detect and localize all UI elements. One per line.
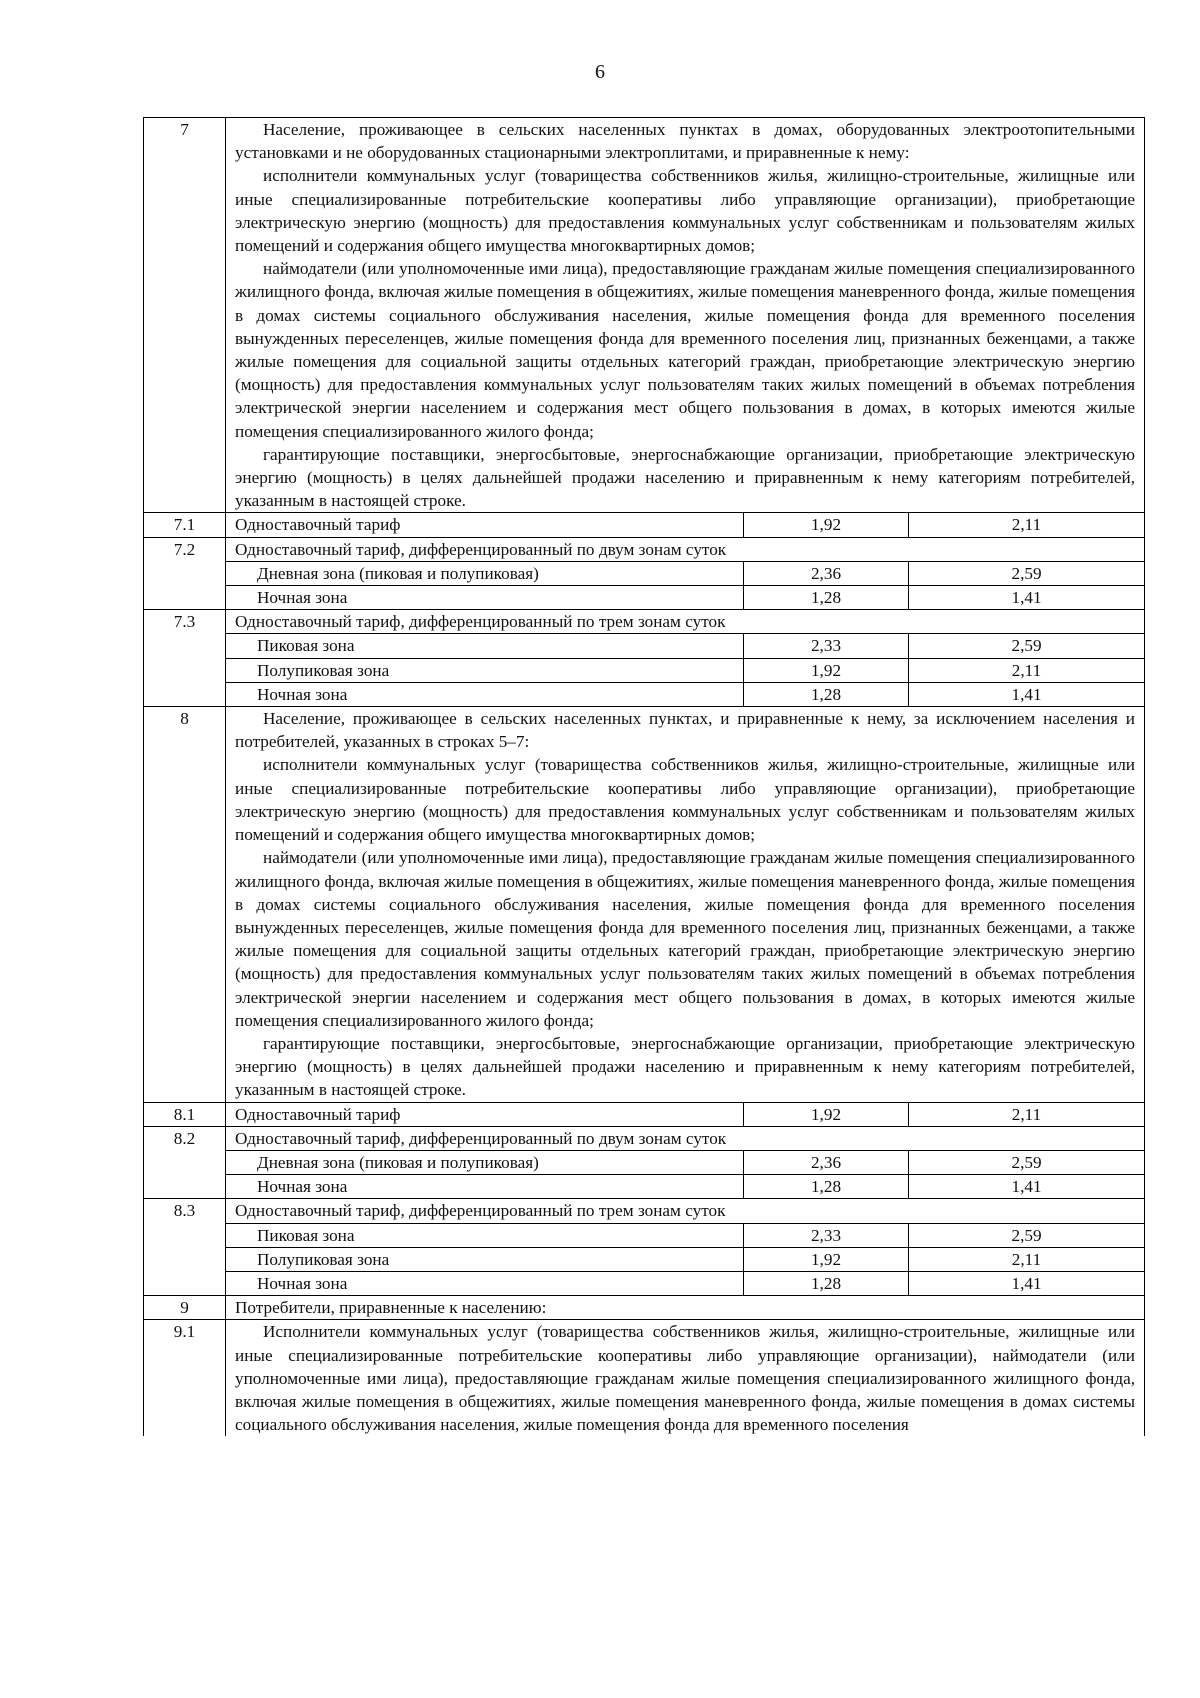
tariff-label: Одноставочный тариф, дифференцированный по двум зонам суток xyxy=(226,1126,1145,1150)
paragraph: гарантирующие поставщики, энергосбытовые, энергоснабжающие организации, приобретающие электрическую энергию (мощность) в целях дальнейшей продажи населению и приравненным к нему категориям потребителей, указанным в настоящей строке. xyxy=(235,444,1136,511)
tariff-label: Одноставочный тариф, дифференцированный по трем зонам суток xyxy=(226,1199,1145,1223)
tariff-value-2: 2,11 xyxy=(909,658,1145,682)
zone-label: Дневная зона (пиковая и полупиковая) xyxy=(226,1150,744,1174)
table-row-8-3 xyxy=(144,1199,1145,1223)
tariff-value-1: 2,33 xyxy=(744,634,909,658)
tariff-value-1: 1,92 xyxy=(744,1247,909,1271)
paragraph: Население, проживающее в сельских населенных пунктах в домах, оборудованных электроотопительными установками и не оборудованных стационарными электроплитами, и приравненные к нему: xyxy=(235,120,1136,163)
zone-label: Дневная зона (пиковая и полупиковая) xyxy=(226,561,744,585)
row-number: 8 xyxy=(144,707,226,1102)
zone-row xyxy=(144,586,1145,610)
row-description: Потребители, приравненные к населению: xyxy=(226,1296,1145,1320)
table-row-8 xyxy=(144,707,1145,1102)
paragraph: Население, проживающее в сельских населенных пунктах, и приравненные к нему, за исключением населения и потребителей, указанных в строках 5–7: xyxy=(235,709,1136,752)
zone-label: Пиковая зона xyxy=(226,1223,744,1247)
zone-row xyxy=(144,1175,1145,1199)
zone-row xyxy=(144,1271,1145,1295)
tariff-value-2: 2,59 xyxy=(909,1150,1145,1174)
zone-row xyxy=(144,682,1145,706)
table-row-9-1 xyxy=(144,1320,1145,1437)
tariff-value-2: 1,41 xyxy=(909,586,1145,610)
tariff-table xyxy=(143,117,1145,1436)
tariff-value-1: 1,92 xyxy=(744,513,909,537)
tariff-value-1: 1,28 xyxy=(744,682,909,706)
row-number: 9 xyxy=(144,1296,226,1320)
paragraph: наймодатели (или уполномоченные ими лица), предоставляющие гражданам жилые помещения специализированного жилищного фонда, включая жилые помещения в общежитиях, жилые помещения маневренного фонда, жилые помещения в домах системы социального обслуживания населения, жилые помещения фонда для временного поселения вынужденных переселенцев, жилые помещения фонда для временного поселения лиц, признанных беженцами, а также жилые помещения для социальной защиты отдельных категорий граждан, приобретающие электрическую энергию (мощность) для предоставления коммунальных услуг пользователям таких жилых помещений в объемах потребления электрической энергии населением и содержания мест общего пользования в домах, в которых имеются жилые помещения специализированного жилого фонда; xyxy=(235,848,1136,1030)
paragraph: исполнители коммунальных услуг (товарищества собственников жилья, жилищно-строительные, жилищные или иные специализированные потребительские кооперативы либо управляющие организации), приобретающие электрическую энергию (мощность) для предоставления коммунальных услуг собственникам и пользователям жилых помещений и содержания общего имущества многоквартирных домов; xyxy=(235,755,1136,845)
zone-row xyxy=(144,634,1145,658)
zone-label: Ночная зона xyxy=(226,682,744,706)
tariff-label: Одноставочный тариф xyxy=(226,1102,744,1126)
row-number: 9.1 xyxy=(144,1320,226,1437)
table-row-7-1 xyxy=(144,513,1145,537)
tariff-label: Одноставочный тариф, дифференцированный по двум зонам суток xyxy=(226,537,1145,561)
zone-label: Полупиковая зона xyxy=(226,1247,744,1271)
tariff-value-2: 1,41 xyxy=(909,1175,1145,1199)
paragraph: гарантирующие поставщики, энергосбытовые, энергоснабжающие организации, приобретающие электрическую энергию (мощность) в целях дальнейшей продажи населению и приравненным к нему категориям потребителей, указанным в настоящей строке. xyxy=(235,1033,1136,1100)
paragraph: Исполнители коммунальных услуг (товарищества собственников жилья, жилищно-строительные, жилищные или иные специализированные потребительские кооперативы либо управляющие организации), наймодатели (или уполномоченные ими лица), предоставляющие гражданам жилые помещения специализированного жилищного фонда, включая жилые помещения в общежитиях, жилые помещения маневренного фонда, жилые помещения в домах системы социального обслуживания населения, жилые помещения фонда для временного поселения xyxy=(235,1322,1136,1435)
zone-row xyxy=(144,561,1145,585)
row-description xyxy=(226,118,1145,513)
tariff-value-1: 1,28 xyxy=(744,586,909,610)
tariff-value-2: 2,59 xyxy=(909,561,1145,585)
table-row-9 xyxy=(144,1296,1145,1320)
paragraph: наймодатели (или уполномоченные ими лица), предоставляющие гражданам жилые помещения специализированного жилищного фонда, включая жилые помещения в общежитиях, жилые помещения маневренного фонда, жилые помещения в домах системы социального обслуживания населения, жилые помещения фонда для временного поселения вынужденных переселенцев, жилые помещения фонда для временного поселения лиц, признанных беженцами, а также жилые помещения для социальной защиты отдельных категорий граждан, приобретающие электрическую энергию (мощность) для предоставления коммунальных услуг пользователям таких жилых помещений в объемах потребления электрической энергии населением и содержания мест общего пользования в домах, в которых имеются жилые помещения специализированного жилого фонда; xyxy=(235,259,1136,441)
zone-row xyxy=(144,1150,1145,1174)
zone-label: Полупиковая зона xyxy=(226,658,744,682)
row-number: 7.1 xyxy=(144,513,226,537)
tariff-value-2: 2,11 xyxy=(909,513,1145,537)
tariff-value-2: 2,59 xyxy=(909,634,1145,658)
tariff-value-2: 2,11 xyxy=(909,1247,1145,1271)
zone-row xyxy=(144,1223,1145,1247)
row-description xyxy=(226,1320,1145,1437)
paragraph: исполнители коммунальных услуг (товарищества собственников жилья, жилищно-строительные, жилищные или иные специализированные потребительские кооперативы либо управляющие организации), приобретающие электрическую энергию (мощность) для предоставления коммунальных услуг собственникам и пользователям жилых помещений и содержания общего имущества многоквартирных домов; xyxy=(235,166,1136,256)
tariff-value-1: 1,92 xyxy=(744,1102,909,1126)
zone-label: Пиковая зона xyxy=(226,634,744,658)
tariff-label: Одноставочный тариф, дифференцированный по трем зонам суток xyxy=(226,610,1145,634)
zone-label: Ночная зона xyxy=(226,586,744,610)
row-number: 7.3 xyxy=(144,610,226,707)
row-number: 8.3 xyxy=(144,1199,226,1296)
row-number: 8.2 xyxy=(144,1126,226,1199)
table-row-8-2 xyxy=(144,1126,1145,1150)
tariff-label: Одноставочный тариф xyxy=(226,513,744,537)
table-row-8-1 xyxy=(144,1102,1145,1126)
zone-row xyxy=(144,1247,1145,1271)
tariff-value-1: 1,92 xyxy=(744,658,909,682)
row-description xyxy=(226,707,1145,1102)
tariff-value-1: 2,36 xyxy=(744,561,909,585)
zone-label: Ночная зона xyxy=(226,1271,744,1295)
tariff-value-2: 1,41 xyxy=(909,1271,1145,1295)
table-row-7-2 xyxy=(144,537,1145,561)
row-number: 7 xyxy=(144,118,226,513)
page-number: 6 xyxy=(595,61,605,83)
zone-label: Ночная зона xyxy=(226,1175,744,1199)
table-row-7-3 xyxy=(144,610,1145,634)
row-number: 7.2 xyxy=(144,537,226,610)
tariff-value-2: 1,41 xyxy=(909,682,1145,706)
tariff-value-2: 2,59 xyxy=(909,1223,1145,1247)
tariff-value-1: 1,28 xyxy=(744,1175,909,1199)
tariff-value-1: 1,28 xyxy=(744,1271,909,1295)
tariff-value-2: 2,11 xyxy=(909,1102,1145,1126)
zone-row xyxy=(144,658,1145,682)
tariff-value-1: 2,33 xyxy=(744,1223,909,1247)
table-row-7 xyxy=(144,118,1145,513)
tariff-value-1: 2,36 xyxy=(744,1150,909,1174)
row-number: 8.1 xyxy=(144,1102,226,1126)
